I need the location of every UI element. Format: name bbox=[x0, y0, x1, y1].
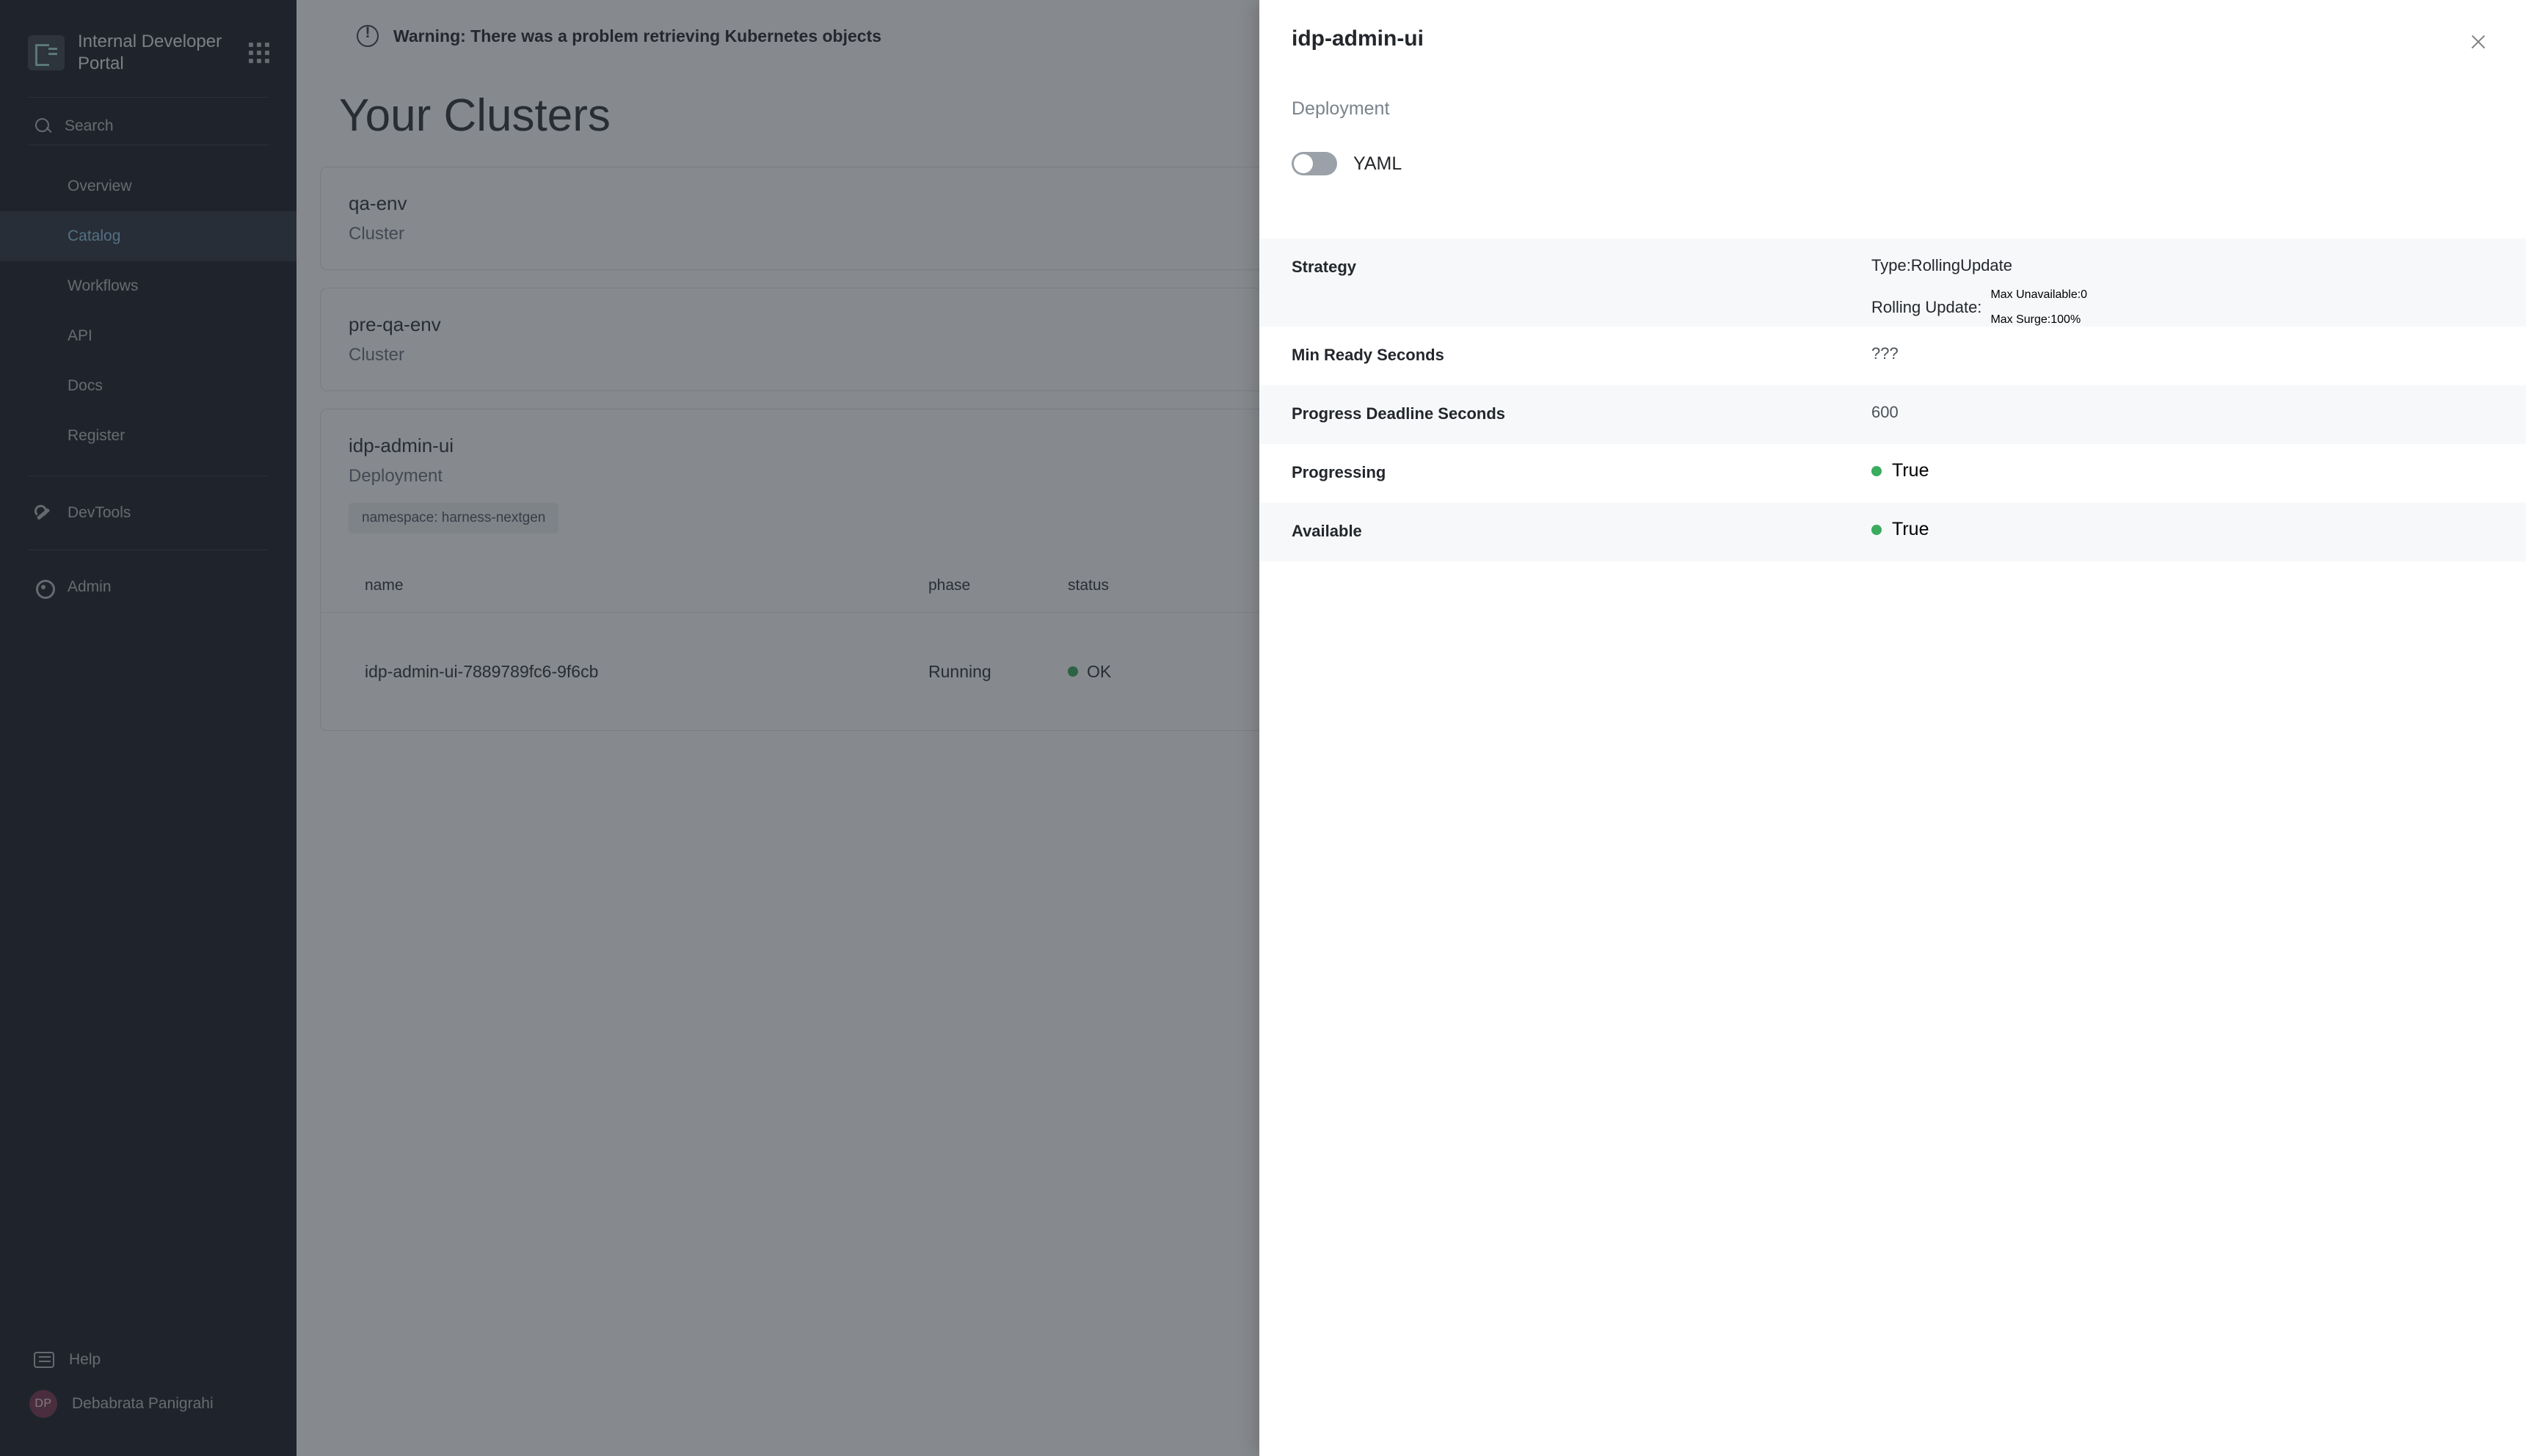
detail-row-progress-deadline-seconds bbox=[1259, 385, 2526, 444]
status-label: True bbox=[1892, 519, 1929, 539]
rolling-update-label: Rolling Update: bbox=[1871, 298, 1982, 316]
detail-row-strategy bbox=[1259, 239, 2526, 327]
drawer-title: idp-admin-ui bbox=[1292, 26, 1424, 51]
detail-value bbox=[1871, 239, 2087, 327]
status-dot-icon bbox=[1871, 466, 1882, 476]
strategy-type: Type:RollingUpdate bbox=[1871, 256, 2013, 274]
detail-value: ??? bbox=[1871, 344, 1899, 363]
max-unavailable: Max Unavailable:0 bbox=[1990, 288, 2088, 301]
yaml-toggle[interactable] bbox=[1292, 152, 1337, 175]
yaml-toggle-label: YAML bbox=[1353, 153, 1402, 174]
detail-row-available bbox=[1259, 503, 2526, 561]
rolling-update-values bbox=[1990, 288, 2087, 327]
detail-key: Min Ready Seconds bbox=[1292, 346, 1444, 364]
detail-row-progressing bbox=[1259, 444, 2526, 503]
toggle-knob bbox=[1294, 154, 1313, 173]
status-label: True bbox=[1892, 460, 1929, 481]
detail-key: Strategy bbox=[1292, 258, 1357, 276]
status-dot-icon bbox=[1871, 525, 1882, 535]
details-drawer bbox=[1259, 0, 2526, 1456]
close-icon[interactable] bbox=[2463, 26, 2494, 57]
max-surge: Max Surge:100% bbox=[1990, 313, 2081, 326]
detail-value: 600 bbox=[1871, 403, 1899, 421]
detail-value bbox=[1871, 503, 1929, 540]
strategy-rolling-update bbox=[1871, 288, 2087, 327]
drawer-header bbox=[1259, 0, 2526, 57]
drawer-subtitle: Deployment bbox=[1292, 98, 1390, 119]
detail-row-min-ready-seconds bbox=[1259, 327, 2526, 385]
detail-key: Available bbox=[1292, 522, 1362, 540]
detail-key: Progress Deadline Seconds bbox=[1292, 404, 1505, 423]
detail-value bbox=[1871, 444, 1929, 481]
details-table bbox=[1259, 239, 2526, 561]
detail-key: Progressing bbox=[1292, 463, 1386, 481]
yaml-toggle-row bbox=[1259, 120, 2526, 175]
